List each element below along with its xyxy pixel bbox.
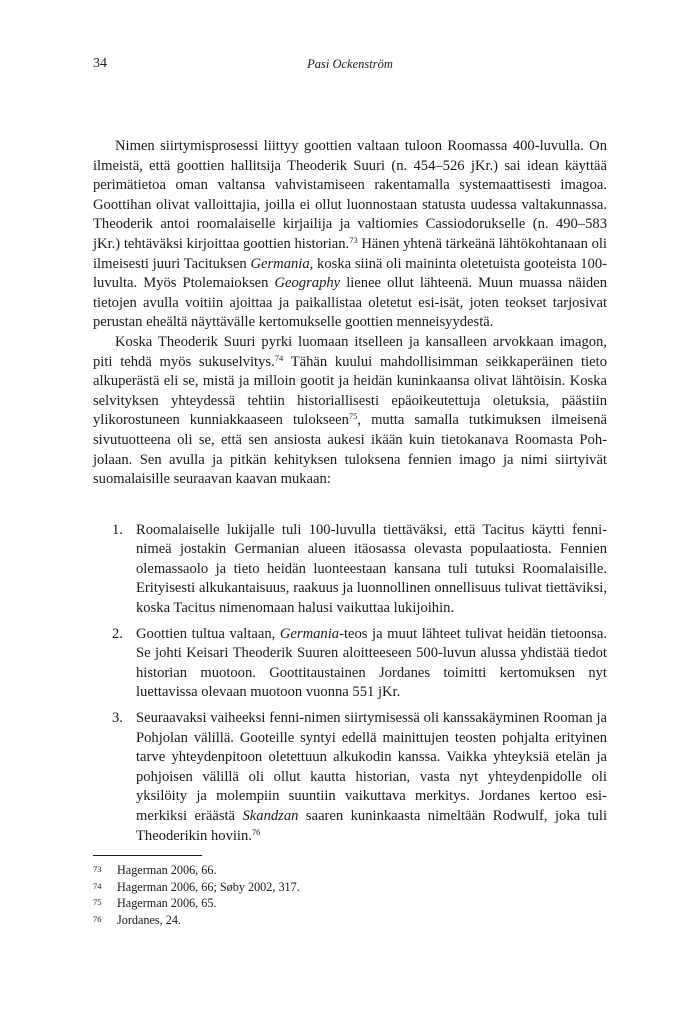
footnote-number: 76 <box>93 913 102 924</box>
footnote-ref-75[interactable]: 75 <box>348 411 358 422</box>
running-head-author: Pasi Ockenström <box>307 57 393 71</box>
list-item-number: 3. <box>112 710 123 727</box>
footnote-number: 73 <box>93 864 102 874</box>
footnote-divider <box>93 855 202 856</box>
list-item: 2. Goottien tultua valtaan, Germania-teos ja muut lähteet tulivat heidän tietoonsa. Se johti Keisari Theoderik Suuren aloitteeseen 500-luvun alussa yhdistää tiedot historian muotoon. Goottitaustainen Jordanes toimitti kertomuksen nyt luettavissa olevaan muotoon vuonna 551 jKr. <box>112 625 607 701</box>
paragraph: Koska Theoderik Suuri pyrki luomaan itselleen ja kansalleen arvokkaan imagon, piti tehdä myös sukuselvitys.$^{74}$ Tähän kuului mahdollisimman seikkaperäinen tieto alkuperästä eli se, mistä ja milloin gootit ja heidän kuninkaansa olivat lähtöisin. Koska selvityksen yhteydessä tehtiin historiallisesti epäoikeutettuja oletuksia, päästiin ylikorostuneen kunniakkaaseen tulokseen$^{75}$, mutta samalla tutkimuksen ilmeisenä sivutuotteena oli se, että sen ansiosta aukesi ikään kuin tietokanava Roomasta Pohjolaan. Sen avulla ja pitkän kehityksen tuloksena fennien imago ja nimi siirtyivät suomalaisille seuraavan kaavan mukaan: <box>93 333 607 488</box>
footnote-number: 75 <box>93 897 102 907</box>
book-title-germania: Germania, <box>250 255 314 272</box>
list-item-number: 2. <box>112 625 123 642</box>
book-title-geography: Geography <box>274 275 341 292</box>
book-title-germania: Germania <box>279 625 340 642</box>
footnote-ref-73[interactable]: 73 <box>349 234 358 245</box>
list-item-number: 1. <box>112 521 123 538</box>
footnote-ref-76[interactable]: 76 <box>251 826 261 837</box>
footnote-number: 74 <box>93 880 102 891</box>
numbered-list <box>93 521 607 847</box>
main-text <box>93 137 607 852</box>
footnote: 74 Hagerman 2006, 66; Søby 2002, 317. <box>93 879 300 894</box>
page-header <box>93 56 607 76</box>
footnote: 73 Hagerman 2006, 66. <box>93 863 217 877</box>
place-name-skandzan: Skandzan <box>242 808 299 824</box>
footnote: 76 Jordanes, 24. <box>93 912 181 927</box>
list-item: 3. Seuraavaksi vaiheeksi fenni-nimen siirtymisessä oli kanssakäyminen Rooman ja Pohjolan välillä. Gooteille syntyi edellä mainittujen teosten pohjalta erityinen tarve yhteydenpitoon oletettuun alkukodin kanssa. Vaikka yhteyksiä etelän ja pohjoisen välillä oli ollut kautta historian, vasta nyt yhteydenpidolle oli yksilöity ja molempiin suuntiin vaikuttava merkitys. Jordanes kertoo esimerkiksi eräästä Skandzan saaren kuninkaasta nimeltään Rodwulf, joka tuli Theoderikin hoviin.$^{76}$ <box>112 710 608 844</box>
footnotes <box>93 855 607 928</box>
footnote-ref-74[interactable]: 74 <box>274 352 284 363</box>
list-item: 1. Roomalaiselle lukijalle tuli 100-luvulla tiettäväksi, että Tacitus käytti fenni-nimeä jostakin Germanian alueen itäosassa olevasta populaatiosta. Fennien olemassaolo ja tieto heidän luonteestaan kansana tuli tutuksi Roomalaisille. Erityisesti alkukantaisuus, raakuus ja luonnollinen onnellisuus tulivat tiettäviksi, koska Tacitus nimenomaan halusi vaikuttaa lukijoihin. <box>112 521 607 617</box>
paragraph: Nimen siirtymisprosessi liittyy goottien valtaan tuloon Roomassa 400-luvulla. On ilmeistä, että goottien hallitsija Theoderik Suuri (n. 454–526 jKr.) sai idean käyttää perimätietoa oman valtansa vahvistamiseen rakentamalla systemaattisesti imagoa. Goottihan olivat valloittajia, joilla ei ollut luonnostaan statusta uudessa valtakunnassa. Theoderik antoi roomalaiselle kirjailija ja valtiomies Cassiodorukselle (n. 490–583 jKr.) tehtäväksi kirjoittaa goottien historian.$^{73}$ Hänen yhtenä tärkeänä lähtökohtanaan oli ilmeisesti juuri Tacituksen Germania, koska siinä oli maininta oletetuista gooteista 100-luvulta. Myös Ptolemaioksen Geography lienee ollut lähteenä. Muun muassa näiden tietojen avulla voitiin ajoittaa ja paikallistaa oletetut esi-isät, joten teokset tarjosivat perustan eheältä näyttävälle kertomukselle goottien menneisyydestä. <box>93 138 607 331</box>
book-page <box>93 0 607 1014</box>
page-number: 34 <box>93 56 107 71</box>
footnote: 75 Hagerman 2006, 65. <box>93 896 217 910</box>
